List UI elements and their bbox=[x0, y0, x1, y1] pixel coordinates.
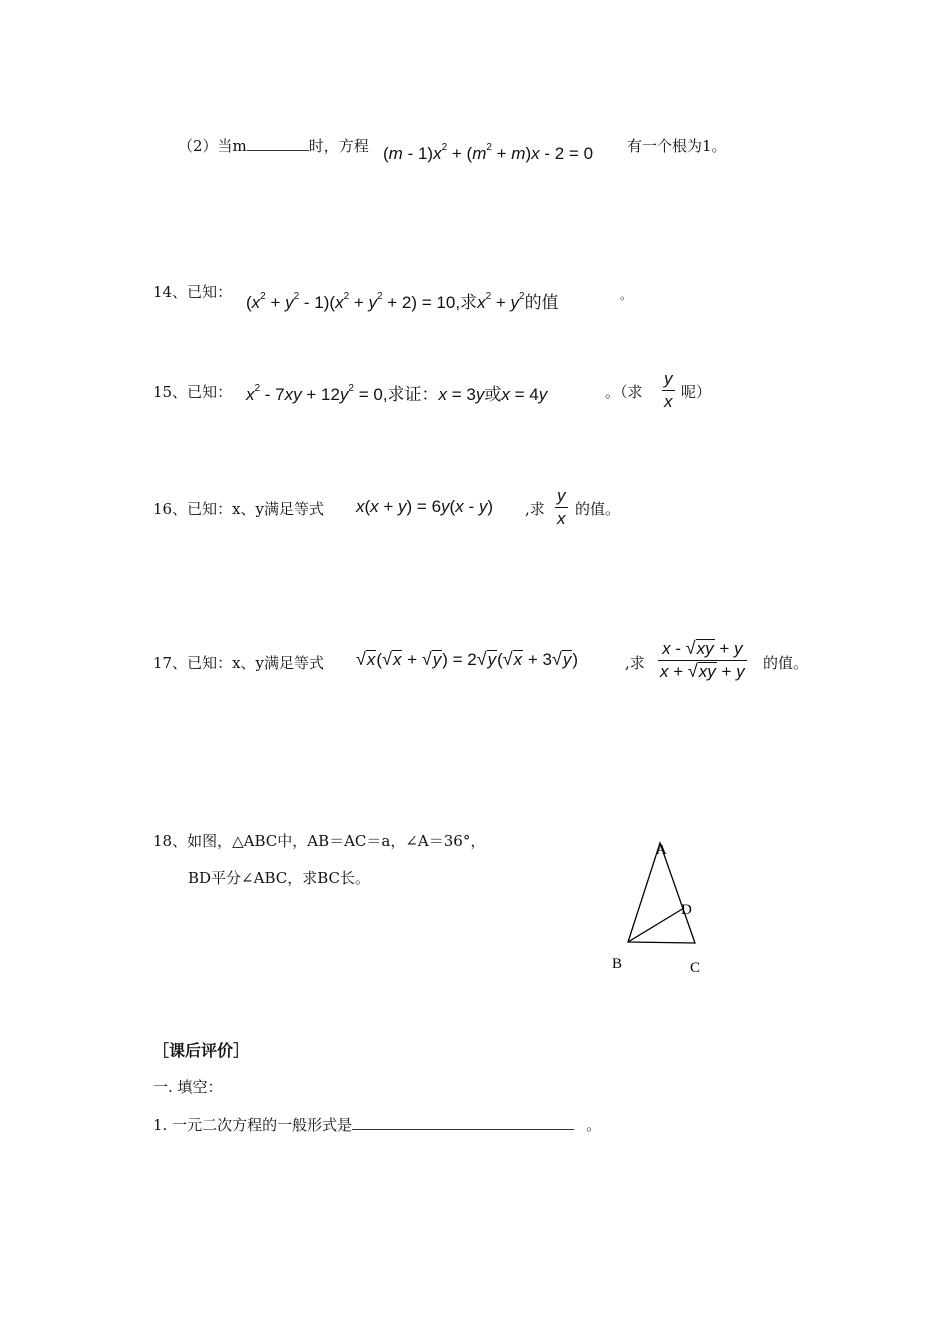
q14-end: 。 bbox=[620, 288, 633, 302]
q15-fraction bbox=[660, 369, 677, 412]
q16-label: 16、已知：x、y满足等式 bbox=[153, 500, 325, 518]
q17-equation: √ x ( √ x + √ y ) = 2 √ y ( √ x + 3 √ y ) bbox=[356, 649, 579, 669]
vertex-label-b: B bbox=[612, 956, 623, 972]
q13-2-prefix: （2）当m bbox=[178, 137, 247, 155]
q16-equation: x(x + y) = 6y(x - y) bbox=[356, 497, 493, 516]
q16-mid: ,求 bbox=[525, 500, 545, 518]
q17-frac-den: x + √ xy + y bbox=[660, 661, 745, 681]
review-item-1-answer-blank[interactable] bbox=[352, 1129, 574, 1130]
q15-equation: $x^2 - 7xy + 12y^2 = 0$,求证：x = 3y或x = 4y bbox=[246, 383, 548, 404]
q14-equation: $(x^2 + y^2 - 1)(x^2 + y^2 + 2) = 10$,求$x^2 + y^2$的值 bbox=[246, 291, 559, 312]
q18-line2: BD平分∠ABC，求BC长。 bbox=[188, 869, 371, 887]
q15-frac-num: y bbox=[664, 369, 673, 388]
q15-frac-den: x bbox=[664, 392, 673, 411]
q16-fraction bbox=[553, 486, 570, 529]
q13-2-suffix: 有一个根为1。 bbox=[627, 137, 727, 155]
q13-2-answer-blank[interactable] bbox=[247, 150, 309, 151]
vertex-label-a: A bbox=[656, 842, 667, 858]
q17-label: 17、已知：x、y满足等式 bbox=[153, 654, 325, 672]
review-heading: ［课后评价］ bbox=[153, 1041, 250, 1060]
q17-fraction bbox=[656, 639, 749, 682]
q17-mid: ,求 bbox=[625, 654, 645, 672]
q13-2-line bbox=[178, 135, 369, 156]
q16-tail: 的值。 bbox=[575, 500, 621, 518]
vertex-label-d: D bbox=[681, 902, 692, 918]
vertex-label-c: C bbox=[690, 960, 701, 976]
q14-label: 14、已知： bbox=[153, 283, 233, 301]
q18-line1: 18、如图，△ABC中，AB＝AC＝a，∠A＝36°， bbox=[153, 832, 486, 850]
q15-end bbox=[605, 381, 643, 402]
q17-frac-num: x - √ xy + y bbox=[662, 638, 743, 658]
q16-frac-num: y bbox=[557, 486, 566, 505]
bisector-bd bbox=[628, 908, 684, 942]
q15-end-text: 。（求 bbox=[605, 383, 643, 401]
review-item-1-end: 。 bbox=[586, 1116, 602, 1134]
q13-2-equation: $(m - 1)x^2 + (m^2 + m)x - 2 = 0$ bbox=[383, 142, 594, 163]
review-section-title: 一. 填空： bbox=[153, 1078, 223, 1096]
q16-frac-den: x bbox=[557, 509, 566, 528]
q15-label: 15、已知： bbox=[153, 383, 233, 401]
review-item-1-label: 1. 一元二次方程的一般形式是 bbox=[153, 1116, 353, 1134]
triangle-figure bbox=[600, 835, 730, 980]
review-item-1 bbox=[153, 1114, 601, 1135]
q15-tail: 呢） bbox=[681, 383, 712, 401]
q13-2-mid: 时，方程 bbox=[308, 137, 369, 155]
triangle-abc bbox=[628, 843, 695, 943]
q17-tail: 的值。 bbox=[763, 654, 809, 672]
